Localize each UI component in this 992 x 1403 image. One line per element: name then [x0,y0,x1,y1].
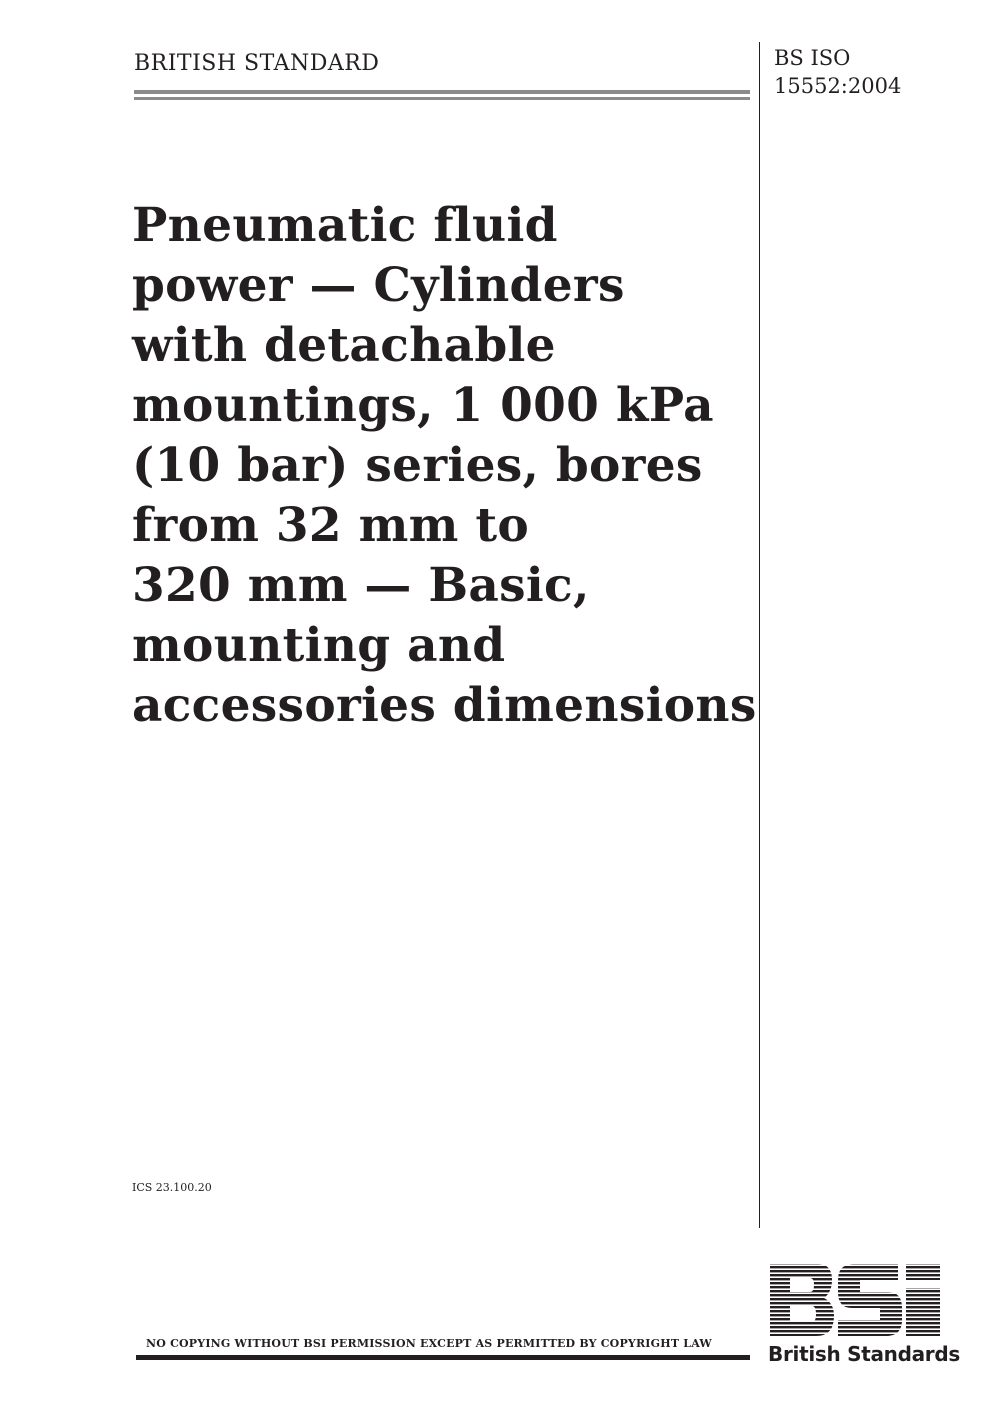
title-line: from 32 mm to [132,498,529,553]
footer-rule [136,1355,750,1360]
copyright-notice: NO COPYING WITHOUT BSI PERMISSION EXCEPT AS PERMITTED BY COPYRIGHT LAW [146,1337,712,1350]
standard-number-prefix: BS ISO [774,46,851,70]
title-line: (10 bar) series, bores [132,438,703,493]
logo-caption: British Standards [768,1342,960,1366]
title-line: accessories dimensions [132,678,757,733]
document-title [132,196,757,736]
title-line: power — Cylinders [132,258,625,313]
ics-code: ICS 23.100.20 [132,1181,212,1194]
header-rule-top [134,90,750,94]
title-line: with detachable [132,318,556,373]
standard-number [774,44,901,100]
header-rule-bottom [134,97,750,100]
vertical-divider [759,42,760,1228]
title-line: mounting and [132,618,506,673]
title-line: 320 mm — Basic, [132,558,590,613]
standard-type-label: BRITISH STANDARD [134,51,380,76]
title-line: mountings, 1 000 kPa [132,378,714,433]
title-line: Pneumatic fluid [132,198,558,253]
standard-number-code: 15552:2004 [774,74,902,98]
